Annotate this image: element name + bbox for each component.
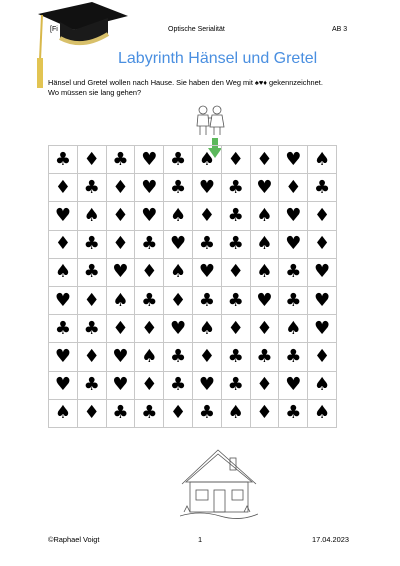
grid-cell: ♦ (106, 202, 135, 230)
page-title: Labyrinth Hänsel und Gretel (118, 50, 318, 67)
header-sheet-number: AB 3 (332, 26, 348, 33)
grid-cell: ♠ (164, 258, 193, 286)
grid-cell: ♣ (221, 230, 250, 258)
grid-cell: ♣ (279, 343, 308, 371)
grid-cell: ♦ (308, 202, 337, 230)
grid-cell: ♦ (164, 399, 193, 427)
grid-cell: ♠ (77, 202, 106, 230)
grid-row (49, 174, 337, 202)
grid-cell: ♥ (49, 202, 78, 230)
grid-cell: ♦ (221, 146, 250, 174)
grid-cell: ♣ (221, 286, 250, 314)
grid-cell: ♥ (279, 230, 308, 258)
grid-cell: ♣ (192, 286, 221, 314)
header-left: [Fi (50, 26, 58, 33)
grid-cell: ♥ (49, 286, 78, 314)
grid-cell: ♦ (77, 399, 106, 427)
grid-cell: ♥ (308, 258, 337, 286)
grid-cell: ♠ (192, 315, 221, 343)
grid-row (49, 399, 337, 427)
grid-cell: ♣ (279, 286, 308, 314)
grid-cell: ♠ (164, 202, 193, 230)
grid-cell: ♥ (106, 343, 135, 371)
grid-cell: ♥ (135, 146, 164, 174)
grid-cell: ♦ (106, 174, 135, 202)
grid-cell: ♣ (77, 371, 106, 399)
grid-cell: ♠ (135, 343, 164, 371)
grid-cell: ♣ (49, 315, 78, 343)
grid-cell: ♦ (106, 315, 135, 343)
grid-cell: ♣ (135, 230, 164, 258)
grid-cell: ♣ (279, 258, 308, 286)
grid-cell: ♣ (308, 174, 337, 202)
grid-cell: ♣ (164, 174, 193, 202)
grid-cell: ♣ (221, 202, 250, 230)
grid-cell: ♦ (308, 230, 337, 258)
grid-cell: ♣ (135, 399, 164, 427)
instructions-line-1: Hänsel und Gretel wollen nach Hause. Sie haben den Weg mit ♠♥♦ gekennzeichnet. (48, 78, 323, 87)
grid-cell: ♠ (250, 258, 279, 286)
grid-cell: ♣ (192, 230, 221, 258)
grid-cell: ♠ (279, 315, 308, 343)
grid-cell: ♠ (49, 399, 78, 427)
grid-cell: ♦ (77, 343, 106, 371)
grid-cell: ♣ (164, 343, 193, 371)
footer-copyright: ©Raphael Voigt (48, 535, 100, 544)
grid-cell: ♦ (221, 258, 250, 286)
grid-cell: ♥ (135, 174, 164, 202)
grid-cell: ♥ (192, 371, 221, 399)
grid-cell: ♦ (77, 286, 106, 314)
footer-page-number: 1 (198, 535, 203, 544)
grid-row (49, 230, 337, 258)
grid-cell: ♥ (135, 202, 164, 230)
grid-row (49, 343, 337, 371)
grid-cell: ♣ (135, 286, 164, 314)
grid-cell: ♠ (308, 371, 337, 399)
grid-cell: ♣ (279, 399, 308, 427)
grid-cell: ♦ (135, 315, 164, 343)
grid-cell: ♠ (308, 399, 337, 427)
grid-cell: ♠ (250, 202, 279, 230)
grid-cell: ♦ (308, 343, 337, 371)
grid-cell: ♠ (308, 146, 337, 174)
grid-row (49, 315, 337, 343)
grid-cell: ♠ (192, 146, 221, 174)
grid-cell: ♥ (308, 315, 337, 343)
grid-cell: ♣ (77, 315, 106, 343)
grid-cell: ♥ (49, 343, 78, 371)
grid-cell: ♣ (49, 146, 78, 174)
grid-cell: ♥ (106, 258, 135, 286)
grid-cell: ♦ (49, 230, 78, 258)
grid-cell: ♦ (250, 315, 279, 343)
grid-cell: ♣ (106, 146, 135, 174)
grid-row (49, 286, 337, 314)
grid-cell: ♥ (250, 286, 279, 314)
grid-cell: ♣ (106, 399, 135, 427)
grid-cell: ♦ (250, 371, 279, 399)
grid-cell: ♦ (106, 230, 135, 258)
grid-cell: ♠ (106, 286, 135, 314)
grid-cell: ♠ (250, 230, 279, 258)
grid-cell: ♠ (221, 399, 250, 427)
grid-row (49, 146, 337, 174)
grid-cell: ♦ (164, 286, 193, 314)
grid-cell: ♥ (250, 174, 279, 202)
grid-row (49, 371, 337, 399)
grid-cell: ♣ (250, 343, 279, 371)
grid-cell: ♥ (192, 174, 221, 202)
grid-cell: ♣ (77, 258, 106, 286)
maze-grid (48, 145, 337, 428)
grid-cell: ♥ (106, 371, 135, 399)
header-subject: Optische Serialität (168, 26, 225, 33)
grid-cell: ♥ (164, 230, 193, 258)
grid-cell: ♣ (164, 146, 193, 174)
grid-cell: ♦ (135, 371, 164, 399)
grid-cell: ♦ (49, 174, 78, 202)
grid-cell: ♣ (77, 174, 106, 202)
grid-cell: ♣ (77, 230, 106, 258)
grid-cell: ♥ (192, 258, 221, 286)
grid-cell: ♦ (192, 202, 221, 230)
grid-cell: ♥ (279, 146, 308, 174)
grid-cell: ♦ (135, 258, 164, 286)
house-drawing (180, 446, 258, 520)
grid-cell: ♣ (221, 174, 250, 202)
grid-cell: ♥ (279, 202, 308, 230)
grid-cell: ♥ (164, 315, 193, 343)
grid-cell: ♥ (49, 371, 78, 399)
grid-row (49, 202, 337, 230)
footer-date: 17.04.2023 (312, 535, 349, 544)
grid-cell: ♦ (279, 174, 308, 202)
grid-cell: ♦ (250, 399, 279, 427)
grid-cell: ♣ (221, 371, 250, 399)
grid-cell: ♦ (221, 315, 250, 343)
children-drawing (194, 104, 226, 138)
grid-row (49, 258, 337, 286)
grid-cell: ♦ (192, 343, 221, 371)
grid-cell: ♣ (192, 399, 221, 427)
grid-cell: ♦ (77, 146, 106, 174)
grid-cell: ♦ (250, 146, 279, 174)
grid-cell: ♠ (49, 258, 78, 286)
grid-cell: ♥ (308, 286, 337, 314)
grid-cell: ♣ (164, 371, 193, 399)
grid-cell: ♣ (221, 343, 250, 371)
instructions (48, 78, 368, 98)
grid-cell: ♥ (279, 371, 308, 399)
instructions-line-2: Wo müssen sie lang gehen? (48, 88, 142, 97)
